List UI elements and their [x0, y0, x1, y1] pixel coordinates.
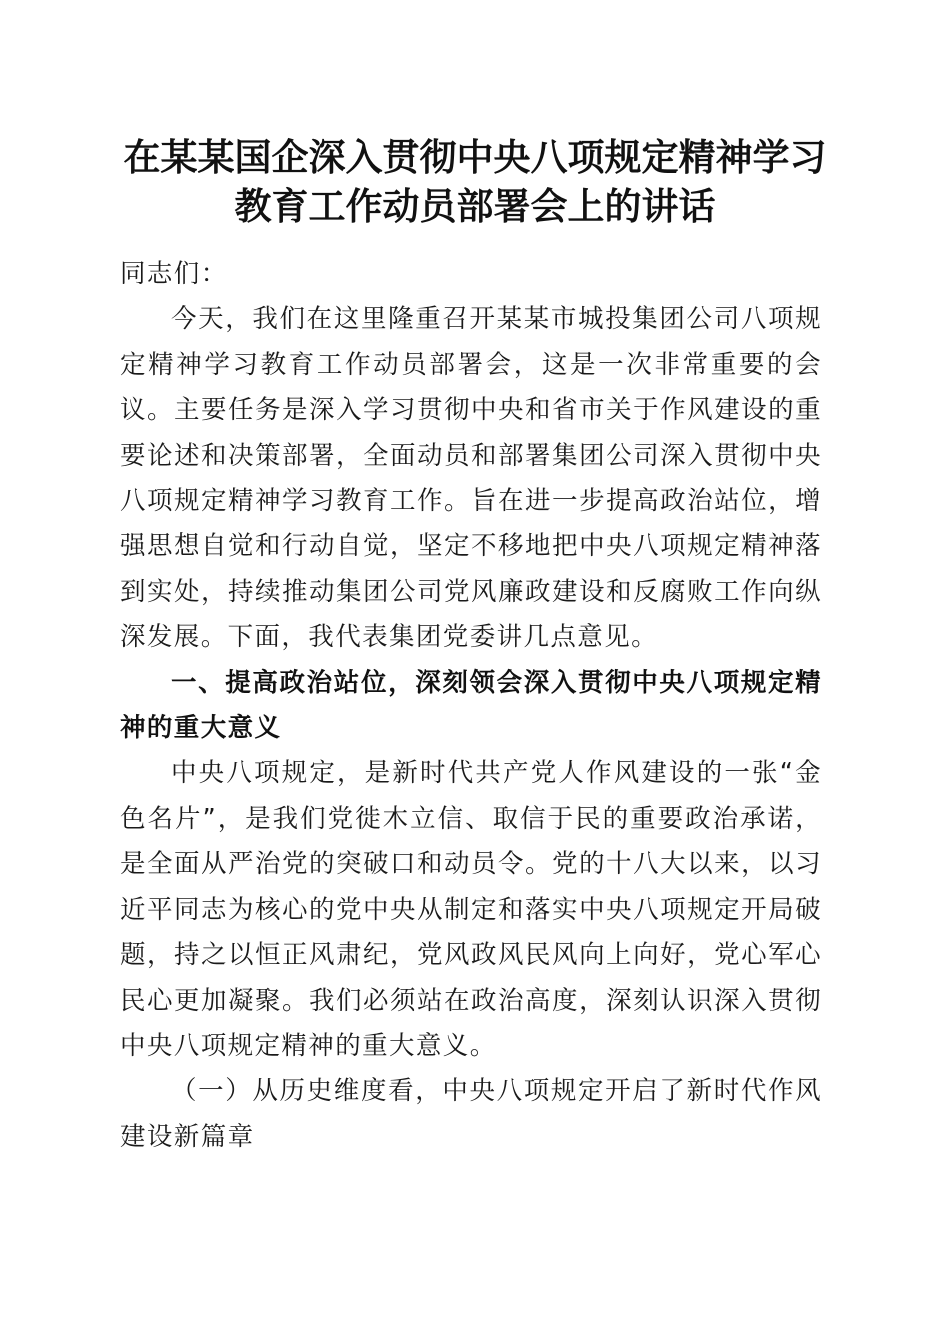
document-body: [120, 252, 822, 1160]
subsection-heading-1: （一）从历史维度看，中央八项规定开启了新时代作风建设新篇章: [120, 1076, 822, 1152]
paragraph-intro: 今天，我们在这里隆重召开某某市城投集团公司八项规定精神学习教育工作动员部署会，这是一次非常重要的会议。主要任务是深入学习贯彻中央和省市关于作风建设的重要论述和决策部署，全面动员和部署集团公司深入贯彻中央八项规定精神学习教育工作。旨在进一步提高政治站位，增强思想自觉和行动自觉，坚定不移地把中央八项规定精神落到实处，持续推动集团公司党风廉政建设和反腐败工作向纵深发展。下面，我代表集团党委讲几点意见。: [120, 304, 822, 653]
section-heading-1: 一、提高政治站位，深刻领会深入贯彻中央八项规定精神的重大意义: [120, 667, 822, 744]
document-title: 在某某国企深入贯彻中央八项规定精神学习教育工作动员部署会上的讲话: [123, 135, 827, 228]
paragraph-significance: 中央八项规定，是新时代共产党人作风建设的一张“金色名片”，是我们党徙木立信、取信于民的重要政治承诺，是全面从严治党的突破口和动员令。党的十八大以来，以习近平同志为核心的党中央从制定和落实中央八项规定开局破题，持之以恒正风肃纪，党风政风民风向上向好，党心军心民心更加凝聚。我们必须站在政治高度，深刻认识深入贯彻中央八项规定精神的重大意义。: [120, 758, 822, 1061]
greeting: 同志们：: [120, 259, 228, 289]
